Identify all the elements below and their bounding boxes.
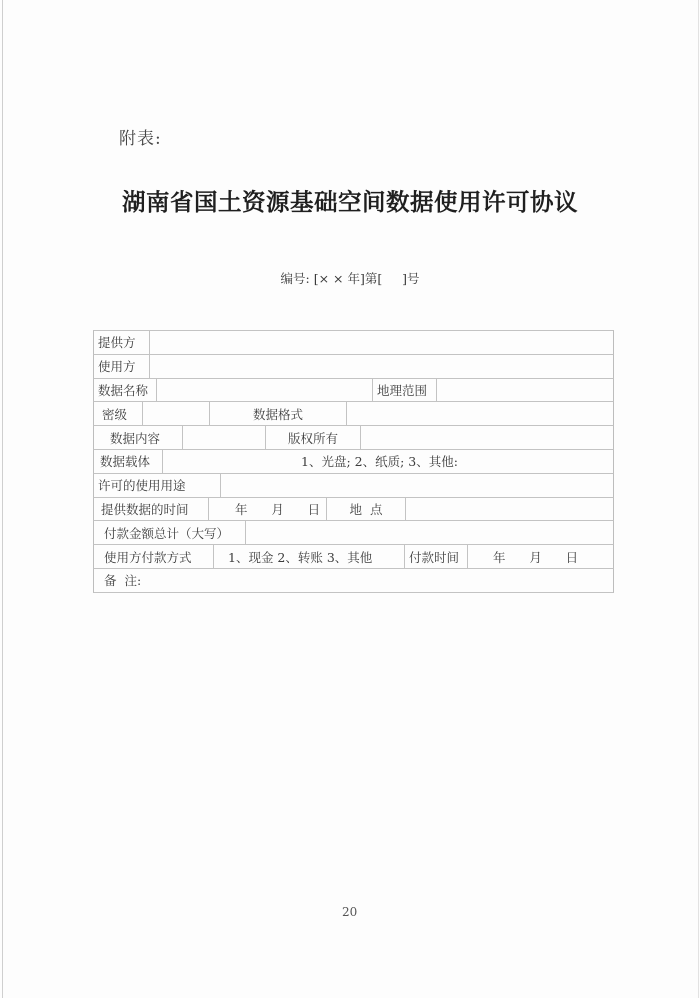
payment-time-label: 付款时间 bbox=[409, 549, 460, 565]
location-label: 地 点 bbox=[349, 501, 383, 517]
data-content-label: 数据内容 bbox=[110, 430, 161, 446]
page-edge-left bbox=[2, 0, 3, 998]
row-permitted-use bbox=[93, 473, 614, 497]
data-carrier-options[interactable]: 1、光盘; 2、纸质; 3、其他: bbox=[301, 454, 458, 470]
payment-method-label: 使用方付款方式 bbox=[104, 549, 192, 565]
copyright-label: 版权所有 bbox=[287, 430, 338, 446]
document-number: 编号: [× × 年]第[ ]号 bbox=[280, 271, 420, 286]
remarks-label[interactable]: 备 注: bbox=[104, 573, 142, 589]
total-amount-label: 付款金额总计（大写） bbox=[104, 525, 230, 541]
provide-time-value[interactable]: 年 月 日 bbox=[235, 501, 321, 517]
geo-range-label: 地理范围 bbox=[377, 382, 428, 398]
row-data-content bbox=[93, 425, 614, 449]
provide-time-label: 提供数据的时间 bbox=[101, 501, 189, 517]
secret-level-label: 密级 bbox=[102, 406, 128, 422]
row-data-carrier bbox=[93, 449, 614, 473]
row-data-name bbox=[93, 378, 614, 402]
row-user bbox=[93, 354, 614, 378]
data-carrier-label: 数据载体 bbox=[100, 454, 151, 470]
secret-level-field[interactable] bbox=[143, 402, 209, 425]
user-field[interactable] bbox=[150, 355, 614, 378]
row-provide-time bbox=[93, 497, 614, 521]
total-amount-field[interactable] bbox=[246, 521, 614, 544]
attachment-label: 附表: bbox=[119, 129, 162, 149]
license-form-table bbox=[93, 330, 614, 593]
user-label: 使用方 bbox=[98, 359, 136, 375]
permitted-use-field[interactable] bbox=[221, 474, 614, 497]
geo-range-field[interactable] bbox=[437, 379, 614, 402]
location-field[interactable] bbox=[406, 498, 614, 521]
page-number: 20 bbox=[342, 905, 358, 919]
data-name-field[interactable] bbox=[157, 379, 366, 402]
data-name-label: 数据名称 bbox=[98, 382, 149, 398]
data-format-label: 数据格式 bbox=[252, 406, 303, 422]
row-total-amount bbox=[93, 520, 614, 544]
row-payment-method bbox=[93, 544, 614, 568]
page-edge-right bbox=[698, 0, 699, 998]
data-content-field[interactable] bbox=[183, 426, 265, 449]
row-remarks bbox=[93, 568, 614, 593]
provider-label: 提供方 bbox=[98, 335, 136, 351]
payment-time-value[interactable]: 年 月 日 bbox=[493, 549, 579, 565]
document-title: 湖南省国土资源基础空间数据使用许可协议 bbox=[122, 188, 578, 216]
permitted-use-label: 许可的使用用途 bbox=[98, 478, 186, 494]
copyright-field[interactable] bbox=[361, 426, 614, 449]
payment-method-options[interactable]: 1、现金 2、转账 3、其他 bbox=[228, 549, 373, 565]
provider-field[interactable] bbox=[150, 331, 614, 354]
row-provider bbox=[93, 330, 614, 354]
data-format-field[interactable] bbox=[347, 402, 614, 425]
row-secret-level bbox=[93, 401, 614, 425]
